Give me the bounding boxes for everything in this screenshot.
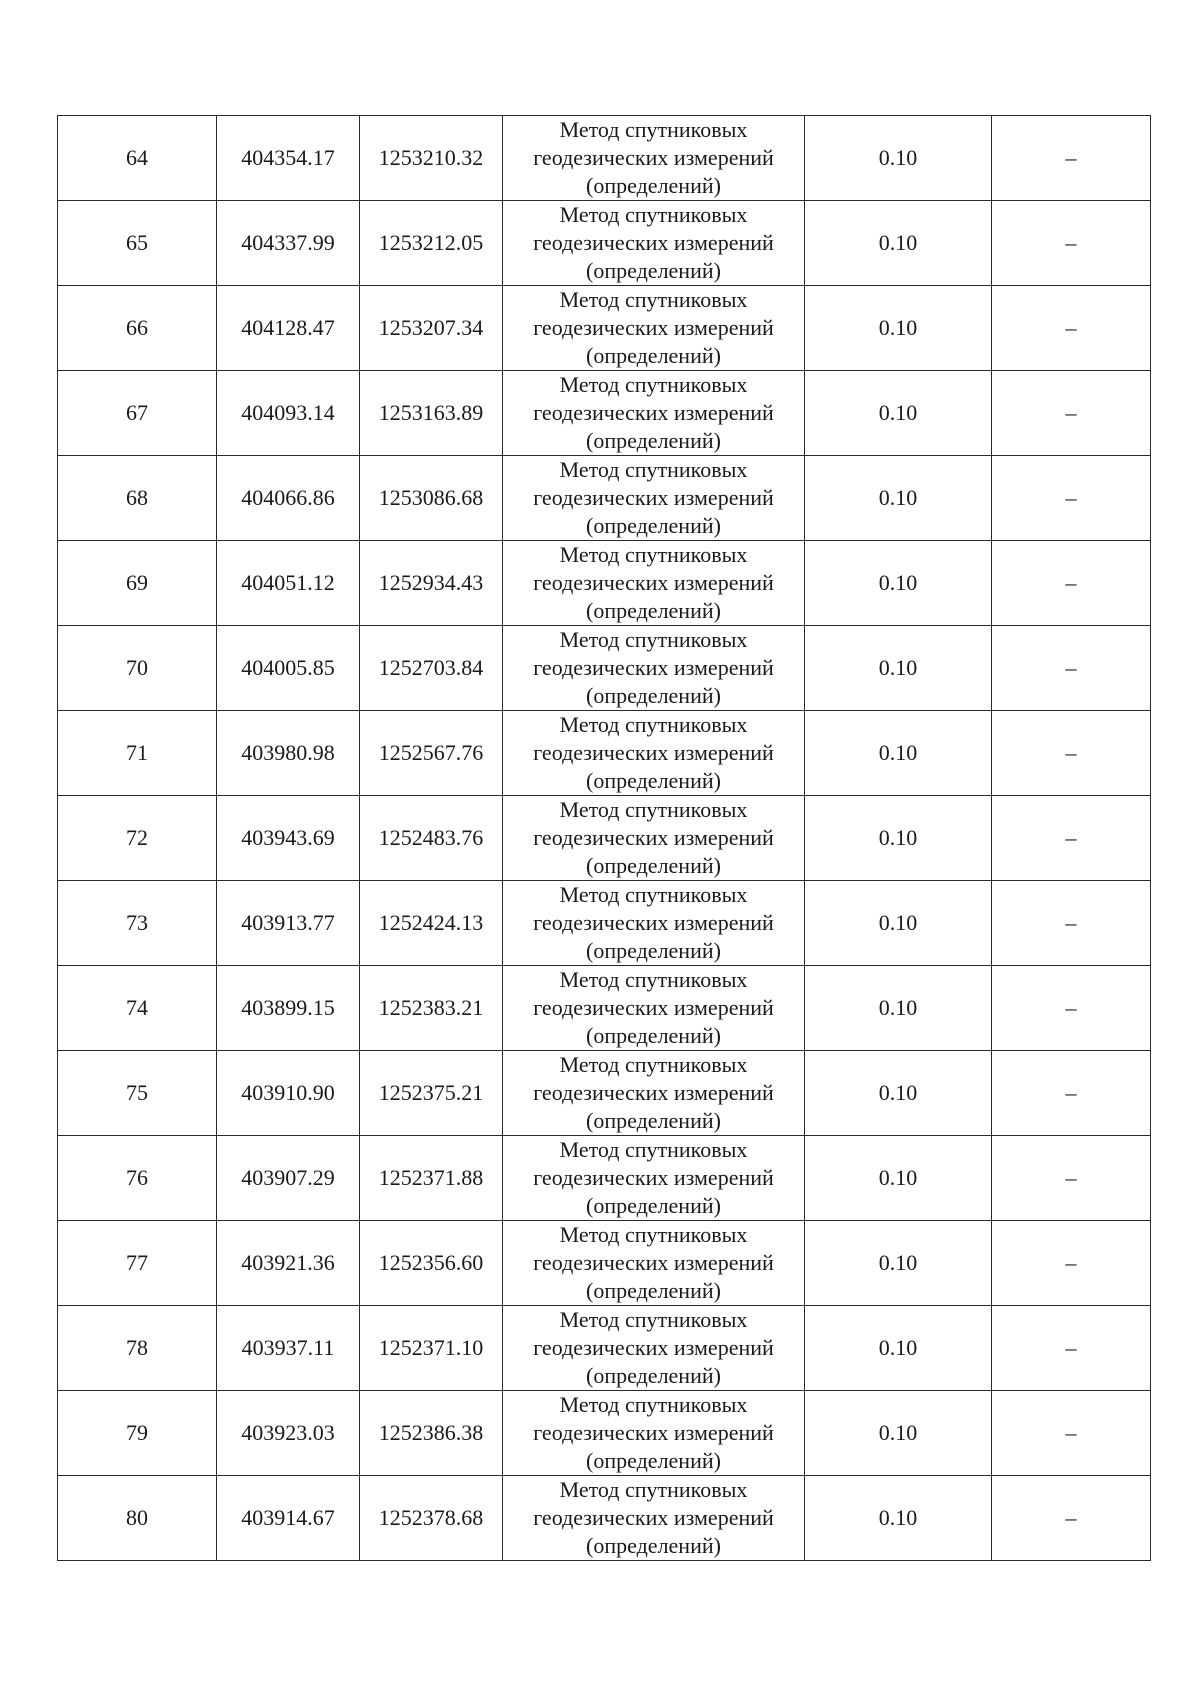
accuracy-cell: 0.10: [805, 881, 992, 966]
method-text-line: (определений): [586, 1533, 721, 1558]
method-text-line: (определений): [586, 768, 721, 793]
coordinate-y-cell: 1252703.84: [360, 626, 503, 711]
coordinate-y-cell: 1252934.43: [360, 541, 503, 626]
point-number-cell: 75: [58, 1051, 217, 1136]
method-text-line: геодезических измерений: [533, 485, 774, 510]
method-text-line: геодезических измерений: [533, 1505, 774, 1530]
accuracy-cell: 0.10: [805, 966, 992, 1051]
method-text-line: геодезических измерений: [533, 825, 774, 850]
note-cell: –: [992, 881, 1151, 966]
method-cell: [503, 1306, 805, 1391]
point-number-cell: 67: [58, 371, 217, 456]
coordinate-x-cell: 404354.17: [217, 116, 360, 201]
method-text-line: Метод спутниковых: [559, 457, 748, 482]
table-row: [58, 541, 1151, 626]
method-cell: [503, 1221, 805, 1306]
method-text-line: Метод спутниковых: [559, 967, 748, 992]
coordinate-y-cell: 1253163.89: [360, 371, 503, 456]
coordinate-y-cell: 1252383.21: [360, 966, 503, 1051]
method-text-line: Метод спутниковых: [559, 202, 748, 227]
method-text-line: геодезических измерений: [533, 1165, 774, 1190]
accuracy-cell: 0.10: [805, 1391, 992, 1476]
method-text-line: геодезических измерений: [533, 145, 774, 170]
accuracy-cell: 0.10: [805, 1221, 992, 1306]
method-text-line: Метод спутниковых: [559, 712, 748, 737]
point-number-cell: 77: [58, 1221, 217, 1306]
coordinates-table: [57, 115, 1151, 1561]
method-text-line: геодезических измерений: [533, 315, 774, 340]
note-cell: –: [992, 626, 1151, 711]
method-text-line: (определений): [586, 1363, 721, 1388]
accuracy-cell: 0.10: [805, 541, 992, 626]
method-text-line: Метод спутниковых: [559, 797, 748, 822]
table-row: [58, 1476, 1151, 1561]
accuracy-cell: 0.10: [805, 201, 992, 286]
coordinate-y-cell: 1253086.68: [360, 456, 503, 541]
method-text-line: Метод спутниковых: [559, 542, 748, 567]
coordinate-x-cell: 404337.99: [217, 201, 360, 286]
method-cell: [503, 796, 805, 881]
note-cell: –: [992, 541, 1151, 626]
method-text-line: Метод спутниковых: [559, 1477, 748, 1502]
method-text-line: Метод спутниковых: [559, 1392, 748, 1417]
method-cell: [503, 541, 805, 626]
table-row: [58, 456, 1151, 541]
note-cell: –: [992, 1476, 1151, 1561]
point-number-cell: 72: [58, 796, 217, 881]
method-text-line: (определений): [586, 853, 721, 878]
coordinate-y-cell: 1252424.13: [360, 881, 503, 966]
method-text-line: Метод спутниковых: [559, 117, 748, 142]
point-number-cell: 71: [58, 711, 217, 796]
coordinate-y-cell: 1253207.34: [360, 286, 503, 371]
coordinate-y-cell: 1252483.76: [360, 796, 503, 881]
note-cell: –: [992, 711, 1151, 796]
coordinate-y-cell: 1253210.32: [360, 116, 503, 201]
accuracy-cell: 0.10: [805, 1306, 992, 1391]
table-row: [58, 1136, 1151, 1221]
method-text-line: геодезических измерений: [533, 1080, 774, 1105]
method-text-line: (определений): [586, 1108, 721, 1133]
method-cell: [503, 116, 805, 201]
coordinate-x-cell: 403910.90: [217, 1051, 360, 1136]
point-number-cell: 70: [58, 626, 217, 711]
method-cell: [503, 201, 805, 286]
note-cell: –: [992, 456, 1151, 541]
table-row: [58, 1051, 1151, 1136]
table-row: [58, 201, 1151, 286]
method-cell: [503, 1391, 805, 1476]
table-row: [58, 881, 1151, 966]
note-cell: –: [992, 1306, 1151, 1391]
accuracy-cell: 0.10: [805, 371, 992, 456]
method-cell: [503, 456, 805, 541]
method-cell: [503, 286, 805, 371]
method-text-line: геодезических измерений: [533, 400, 774, 425]
coordinate-x-cell: 404093.14: [217, 371, 360, 456]
method-text-line: (определений): [586, 173, 721, 198]
method-cell: [503, 1476, 805, 1561]
note-cell: –: [992, 371, 1151, 456]
point-number-cell: 78: [58, 1306, 217, 1391]
coordinate-x-cell: 403980.98: [217, 711, 360, 796]
accuracy-cell: 0.10: [805, 1476, 992, 1561]
coordinate-x-cell: 403914.67: [217, 1476, 360, 1561]
method-text-line: (определений): [586, 1193, 721, 1218]
method-text-line: геодезических измерений: [533, 910, 774, 935]
method-cell: [503, 1051, 805, 1136]
point-number-cell: 80: [58, 1476, 217, 1561]
accuracy-cell: 0.10: [805, 116, 992, 201]
point-number-cell: 64: [58, 116, 217, 201]
method-text-line: геодезических измерений: [533, 1335, 774, 1360]
method-text-line: Метод спутниковых: [559, 372, 748, 397]
method-text-line: (определений): [586, 683, 721, 708]
point-number-cell: 66: [58, 286, 217, 371]
method-cell: [503, 711, 805, 796]
coordinate-x-cell: 403937.11: [217, 1306, 360, 1391]
coordinates-table-body: [58, 116, 1151, 1561]
coordinate-x-cell: 403913.77: [217, 881, 360, 966]
coordinate-y-cell: 1252356.60: [360, 1221, 503, 1306]
accuracy-cell: 0.10: [805, 711, 992, 796]
coordinate-y-cell: 1252386.38: [360, 1391, 503, 1476]
note-cell: –: [992, 966, 1151, 1051]
method-cell: [503, 1136, 805, 1221]
coordinate-x-cell: 404005.85: [217, 626, 360, 711]
note-cell: –: [992, 201, 1151, 286]
method-text-line: геодезических измерений: [533, 230, 774, 255]
point-number-cell: 76: [58, 1136, 217, 1221]
coordinate-x-cell: 404128.47: [217, 286, 360, 371]
method-text-line: Метод спутниковых: [559, 1052, 748, 1077]
method-text-line: (определений): [586, 513, 721, 538]
accuracy-cell: 0.10: [805, 1136, 992, 1221]
method-cell: [503, 626, 805, 711]
note-cell: –: [992, 1136, 1151, 1221]
point-number-cell: 69: [58, 541, 217, 626]
note-cell: –: [992, 286, 1151, 371]
method-text-line: (определений): [586, 428, 721, 453]
method-text-line: геодезических измерений: [533, 655, 774, 680]
note-cell: –: [992, 1391, 1151, 1476]
accuracy-cell: 0.10: [805, 1051, 992, 1136]
accuracy-cell: 0.10: [805, 286, 992, 371]
coordinate-y-cell: 1252378.68: [360, 1476, 503, 1561]
table-row: [58, 1391, 1151, 1476]
note-cell: –: [992, 1051, 1151, 1136]
coordinate-x-cell: 404051.12: [217, 541, 360, 626]
method-text-line: (определений): [586, 1448, 721, 1473]
table-row: [58, 371, 1151, 456]
coordinate-y-cell: 1252371.88: [360, 1136, 503, 1221]
table-row: [58, 711, 1151, 796]
point-number-cell: 68: [58, 456, 217, 541]
document-page: [57, 115, 1150, 1561]
accuracy-cell: 0.10: [805, 456, 992, 541]
method-text-line: (определений): [586, 938, 721, 963]
method-text-line: Метод спутниковых: [559, 287, 748, 312]
method-cell: [503, 371, 805, 456]
method-text-line: (определений): [586, 1278, 721, 1303]
table-row: [58, 796, 1151, 881]
method-text-line: (определений): [586, 258, 721, 283]
table-row: [58, 626, 1151, 711]
table-row: [58, 286, 1151, 371]
accuracy-cell: 0.10: [805, 796, 992, 881]
coordinate-x-cell: 403923.03: [217, 1391, 360, 1476]
method-cell: [503, 966, 805, 1051]
point-number-cell: 65: [58, 201, 217, 286]
coordinate-x-cell: 404066.86: [217, 456, 360, 541]
note-cell: –: [992, 116, 1151, 201]
method-text-line: Метод спутниковых: [559, 1222, 748, 1247]
coordinate-x-cell: 403899.15: [217, 966, 360, 1051]
method-text-line: Метод спутниковых: [559, 627, 748, 652]
coordinate-y-cell: 1252371.10: [360, 1306, 503, 1391]
point-number-cell: 74: [58, 966, 217, 1051]
method-text-line: (определений): [586, 598, 721, 623]
note-cell: –: [992, 1221, 1151, 1306]
coordinate-x-cell: 403943.69: [217, 796, 360, 881]
method-cell: [503, 881, 805, 966]
note-cell: –: [992, 796, 1151, 881]
method-text-line: геодезических измерений: [533, 1420, 774, 1445]
method-text-line: геодезических измерений: [533, 570, 774, 595]
coordinate-y-cell: 1252567.76: [360, 711, 503, 796]
table-row: [58, 966, 1151, 1051]
table-row: [58, 116, 1151, 201]
table-row: [58, 1221, 1151, 1306]
accuracy-cell: 0.10: [805, 626, 992, 711]
method-text-line: (определений): [586, 343, 721, 368]
method-text-line: геодезических измерений: [533, 740, 774, 765]
coordinate-y-cell: 1252375.21: [360, 1051, 503, 1136]
point-number-cell: 73: [58, 881, 217, 966]
method-text-line: геодезических измерений: [533, 1250, 774, 1275]
coordinate-x-cell: 403907.29: [217, 1136, 360, 1221]
table-row: [58, 1306, 1151, 1391]
coordinate-y-cell: 1253212.05: [360, 201, 503, 286]
method-text-line: Метод спутниковых: [559, 1307, 748, 1332]
method-text-line: (определений): [586, 1023, 721, 1048]
method-text-line: Метод спутниковых: [559, 1137, 748, 1162]
method-text-line: Метод спутниковых: [559, 882, 748, 907]
point-number-cell: 79: [58, 1391, 217, 1476]
method-text-line: геодезических измерений: [533, 995, 774, 1020]
coordinate-x-cell: 403921.36: [217, 1221, 360, 1306]
